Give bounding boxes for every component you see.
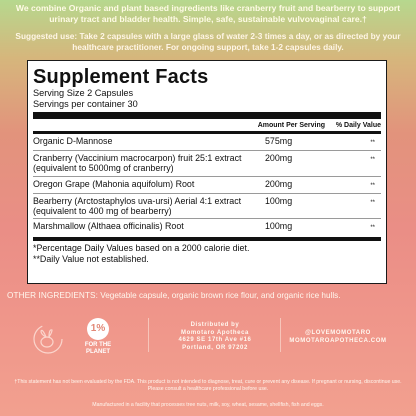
ingredient-name: Marshmallow (Althaea officinalis) Root xyxy=(33,221,184,232)
planet-badge: 1% xyxy=(87,318,109,340)
column-header xyxy=(33,120,381,131)
distributor-info xyxy=(160,322,270,352)
one-percent-for-the-planet-logo xyxy=(75,318,121,355)
amount-header: Amount Per Serving xyxy=(257,122,325,129)
servings-per-container: Servings per container 30 xyxy=(33,99,138,109)
other-ingredients-label: OTHER INGREDIENTS: xyxy=(7,291,98,300)
ingredient-row xyxy=(33,151,381,176)
ingredient-amount: 100mg xyxy=(265,195,293,206)
allergen-statement: Manufactured in a facility that processes tree nuts, milk, soy, wheat, sesame, shellfish, fish and eggs. xyxy=(92,402,324,408)
suggested-use-text: Suggested use: Take 2 capsules with a large glass of water 2-3 times a day, or as directed by your healthcare practitioner. For ongoing support, take 1-2 capsules daily. xyxy=(15,31,401,52)
ingredient-row xyxy=(33,194,381,219)
divider-line xyxy=(148,318,149,352)
footnote-not-established: **Daily Value not established. xyxy=(33,253,149,264)
facts-title: Supplement Facts xyxy=(33,66,209,88)
ingredient-amount: 100mg xyxy=(265,221,293,232)
ingredient-amount: 200mg xyxy=(265,153,293,164)
divider-line xyxy=(280,318,281,352)
ingredient-row xyxy=(33,177,381,194)
intro-text: We combine Organic and plant based ingredients like cranberry fruit and bearberry to support urinary tract and bladder health. Simple, safe, sustainable vulvovaginal care.† xyxy=(15,3,401,24)
ingredient-name: Cranberry (Vaccinium macrocarpon) fruit 25:1 extract (equivalent to 5000mg of cranberry) xyxy=(33,153,242,174)
ingredient-name: Organic D-Mannose xyxy=(33,136,113,146)
serving-size: Serving Size 2 Capsules xyxy=(33,88,134,98)
other-ingredients xyxy=(7,291,411,300)
social-handle: @LOVEMOMOTARO xyxy=(305,330,371,336)
ingredient-row xyxy=(33,134,381,151)
distributor-line2: Momotaro Apotheca xyxy=(181,329,249,336)
social-website: MOMOTAROAPOTHECA.COM xyxy=(289,337,387,344)
distributor-line4: Portland, OR 97202 xyxy=(182,344,248,351)
thick-divider xyxy=(33,112,381,119)
ingredient-dv: ** xyxy=(370,199,375,206)
ingredient-dv: ** xyxy=(370,182,375,189)
ingredient-name: Oregon Grape (Mahonia aquifolum) Root xyxy=(33,178,195,189)
ingredient-amount: 200mg xyxy=(265,178,293,189)
supplement-facts-panel xyxy=(27,60,387,284)
ingredient-name: Bearberry (Arctostaphylos uva-ursi) Aerial 4:1 extract (equivalent to 400 mg of bearberry) xyxy=(33,195,242,217)
distributor-line3: 4629 SE 17th Ave #16 xyxy=(178,337,252,343)
ingredient-dv: ** xyxy=(370,157,375,164)
ingredient-dv: ** xyxy=(370,140,375,146)
planet-text-line2: PLANET xyxy=(86,348,110,355)
cruelty-free-bunny-icon xyxy=(32,323,64,355)
fda-disclaimer: †This statement has not been evaluated by the FDA. This product is not intended to diagnose, treat, cure or prevent any disease. If pregnant or nursing, discontinue use. Please consult a healthcare professional before use. xyxy=(14,379,402,392)
footnote-dv: *Percentage Daily Values based on a 2000 calorie diet. xyxy=(33,243,250,254)
social-info xyxy=(288,330,388,345)
ingredient-dv: ** xyxy=(370,225,375,232)
planet-text-line1: FOR THE xyxy=(84,342,112,348)
distributor-line1: Distributed by xyxy=(190,322,240,328)
ingredient-amount: 575mg xyxy=(265,136,293,146)
dv-header: % Daily Value xyxy=(335,122,381,129)
other-ingredients-text: Vegetable capsule, organic brown rice flour, and organic rice hulls. xyxy=(97,291,341,300)
ingredient-row xyxy=(33,219,381,235)
